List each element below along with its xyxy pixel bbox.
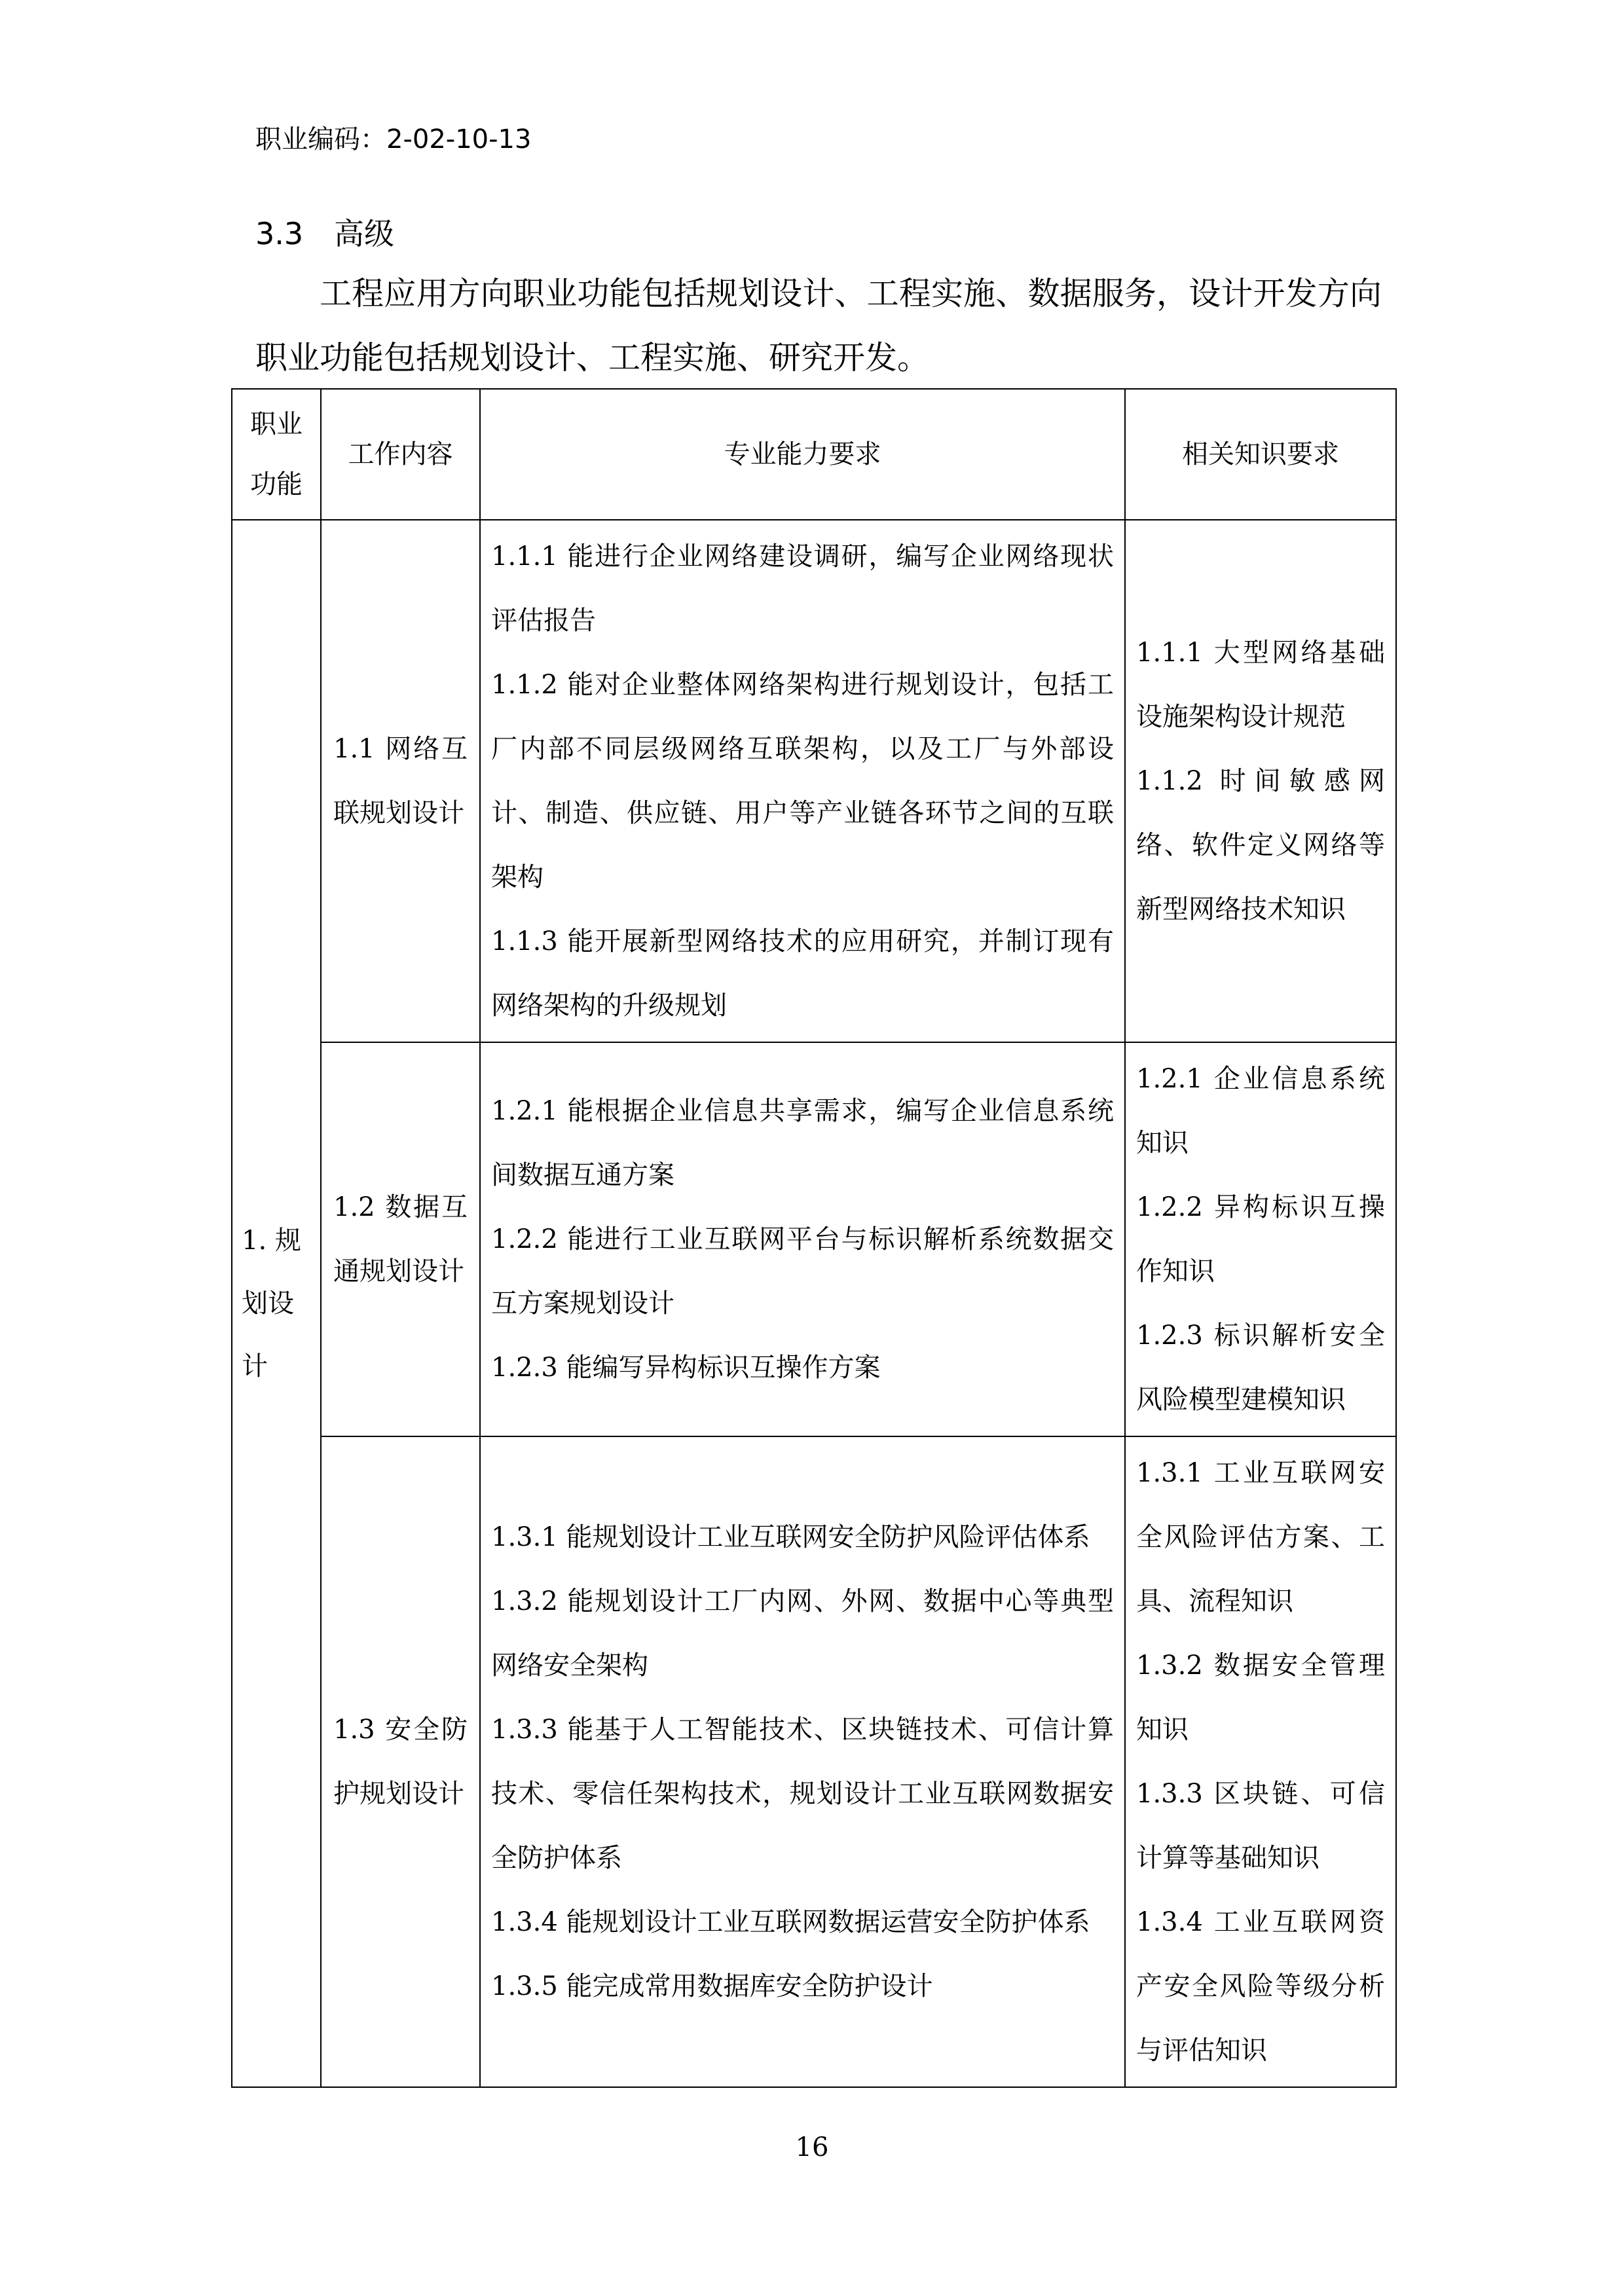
skill-cell <box>480 520 1125 1042</box>
table-row <box>232 1436 1396 2087</box>
skill-item: 1.3.4 能规划设计工业互联网数据运营安全防护体系 <box>491 1907 1090 1937</box>
skill-item: 1.3.1 能规划设计工业互联网安全防护风险评估体系 <box>491 1522 1090 1552</box>
header-knowledge-requirements: 相关知识要求 <box>1125 389 1396 520</box>
ability-requirements-table <box>231 388 1397 2088</box>
skill-cell <box>480 1042 1125 1436</box>
occupation-code: 职业编码：2-02-10-13 <box>255 124 532 155</box>
work-content-cell: 1.2 数据互通规划设计 <box>321 1042 480 1436</box>
skill-item: 1.2.2 能进行工业互联网平台与标识解析系统数据交互方案规划设计 <box>491 1224 1114 1319</box>
knowledge-cell <box>1125 520 1396 1042</box>
header-function: 职业 功能 <box>232 389 321 520</box>
skill-item: 1.2.3 能编写异构标识互操作方案 <box>491 1353 881 1383</box>
knowledge-item: 1.1.2 时间敏感网络、软件定义网络等新型网络技术知识 <box>1136 766 1385 924</box>
knowledge-item: 1.3.3 区块链、可信计算等基础知识 <box>1136 1779 1385 1873</box>
knowledge-item: 1.1.1 大型网络基础设施架构设计规范 <box>1136 638 1385 732</box>
skill-item: 1.1.1 能进行企业网络建设调研，编写企业网络现状评估报告 <box>491 541 1114 636</box>
knowledge-cell <box>1125 1042 1396 1436</box>
knowledge-item: 1.3.1 工业互联网安全风险评估方案、工具、流程知识 <box>1136 1458 1385 1616</box>
section-intro-paragraph: 工程应用方向职业功能包括规划设计、工程实施、数据服务，设计开发方向职业功能包括规划设计、工程实施、研究开发。 <box>255 275 1382 376</box>
skill-item: 1.1.2 能对企业整体网络架构进行规划设计，包括工厂内部不同层级网络互联架构，以及工厂与外部设计、制造、供应链、用户等产业链各环节之间的互联架构 <box>491 670 1114 892</box>
skill-item: 1.3.2 能规划设计工厂内网、外网、数据中心等典型网络安全架构 <box>491 1586 1114 1681</box>
skill-item: 1.1.3 能开展新型网络技术的应用研究，并制订现有网络架构的升级规划 <box>491 926 1114 1021</box>
knowledge-item: 1.3.2 数据安全管理知识 <box>1136 1650 1385 1745</box>
skill-item: 1.3.5 能完成常用数据库安全防护设计 <box>491 1971 933 2001</box>
header-work-content: 工作内容 <box>321 389 480 520</box>
work-content-cell: 1.1 网络互联规划设计 <box>321 520 480 1042</box>
page-number: 16 <box>795 2132 829 2162</box>
table-header-row <box>232 389 1396 520</box>
header-skill-requirements: 专业能力要求 <box>480 389 1125 520</box>
skill-cell <box>480 1436 1125 2087</box>
section-number: 3.3 <box>255 216 304 251</box>
knowledge-item: 1.3.4 工业互联网资产安全风险等级分析与评估知识 <box>1136 1907 1385 2066</box>
work-content-cell: 1.3 安全防护规划设计 <box>321 1436 480 2087</box>
table-row <box>232 1042 1396 1436</box>
skill-item: 1.2.1 能根据企业信息共享需求，编写企业信息系统间数据互通方案 <box>491 1096 1114 1190</box>
knowledge-item: 1.2.2 异构标识互操作知识 <box>1136 1192 1385 1286</box>
knowledge-cell <box>1125 1436 1396 2087</box>
section-title: 高级 <box>334 216 394 251</box>
skill-item: 1.3.3 能基于人工智能技术、区块链技术、可信计算技术、零信任架构技术，规划设计工业互联网数据安全防护体系 <box>491 1715 1114 1873</box>
knowledge-item: 1.2.1 企业信息系统知识 <box>1136 1064 1385 1158</box>
knowledge-item: 1.2.3 标识解析安全风险模型建模知识 <box>1136 1321 1385 1415</box>
function-cell: 1. 规划设计 <box>232 520 321 2087</box>
section-heading <box>255 213 394 255</box>
table-row <box>232 520 1396 1042</box>
